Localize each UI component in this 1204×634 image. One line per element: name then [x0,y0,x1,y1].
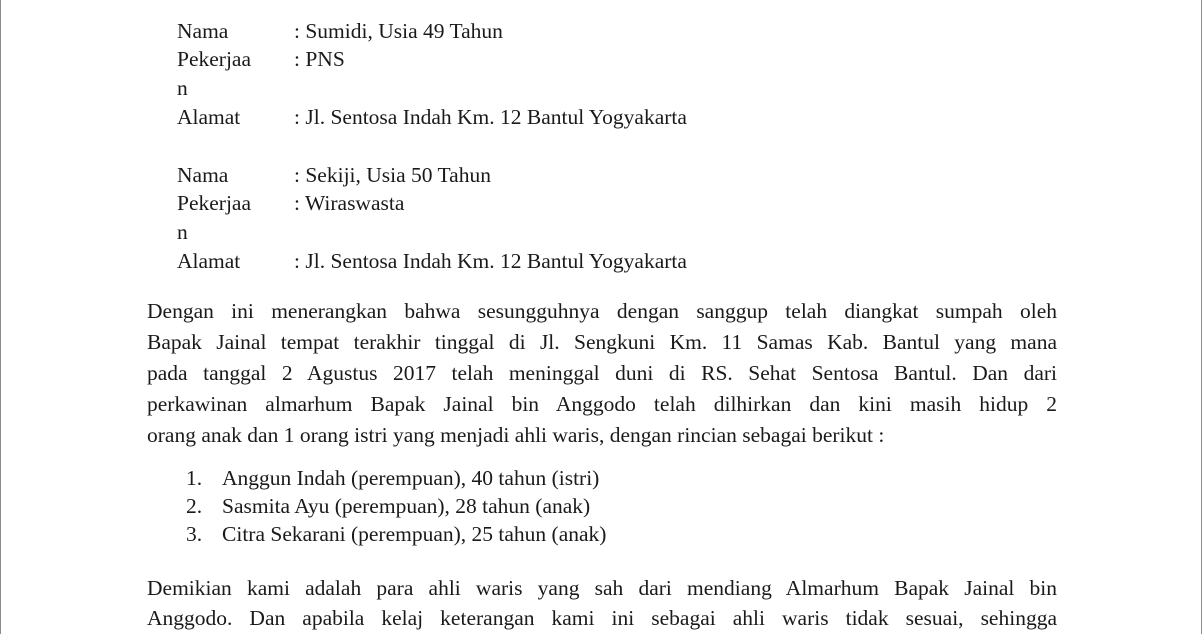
person-1-name-label: Nama [177,19,229,43]
paragraph-1-line: Bapak Jainal tempat terakhir tinggal di Jl. Sengkuni Km. 11 Samas Kab. Bantul yang mana [147,330,1057,354]
person-2-address-value: : Jl. Sentosa Indah Km. 12 Bantul Yogyakarta [294,249,687,273]
person-2-name-label: Nama [177,163,229,187]
paragraph-2-line: Anggodo. Dan apabila kelaj keterangan kami ini sebagai ahli waris tidak sesuai, sehingga [147,606,1057,630]
heir-number: 2. [186,494,203,518]
paragraph-1-line: orang anak dan 1 orang istri yang menjadi ahli waris, dengan rincian sebagai berikut : [147,423,885,447]
paragraph-1-line: Dengan ini menerangkan bahwa sesungguhnya dengan sanggup telah diangkat sumpah oleh [147,299,1057,323]
person-1-job-label: Pekerjaa [177,47,252,71]
person-1-job-value: : PNS [294,47,345,71]
heir-number: 1. [186,466,203,490]
person-1-address-label: Alamat [177,105,241,129]
heir-number: 3. [186,522,203,546]
paragraph-2-line: Demikian kami adalah para ahli waris yang sah dari mendiang Almarhum Bapak Jainal bin [147,576,1057,600]
person-1-job-label-wrap: n [177,76,188,100]
paragraph-1-line: perkawinan almarhum Bapak Jainal bin Anggodo telah dilhirkan dan kini masih hidup 2 [147,392,1057,416]
heir-item: Citra Sekarani (perempuan), 25 tahun (anak) [222,522,607,546]
person-2-name-value: : Sekiji, Usia 50 Tahun [294,163,491,187]
person-1-name-value: : Sumidi, Usia 49 Tahun [294,19,503,43]
heir-item: Sasmita Ayu (perempuan), 28 tahun (anak) [222,494,591,518]
heir-item: Anggun Indah (perempuan), 40 tahun (istri) [222,466,600,490]
person-1-address-value: : Jl. Sentosa Indah Km. 12 Bantul Yogyakarta [294,105,687,129]
person-2-job-value: : Wiraswasta [294,191,405,215]
person-2-address-label: Alamat [177,249,241,273]
paragraph-1-line: pada tanggal 2 Agustus 2017 telah meninggal duni di RS. Sehat Sentosa Bantul. Dan dari [147,361,1057,385]
person-2-job-label-wrap: n [177,220,188,244]
person-2-job-label: Pekerjaa [177,191,252,215]
